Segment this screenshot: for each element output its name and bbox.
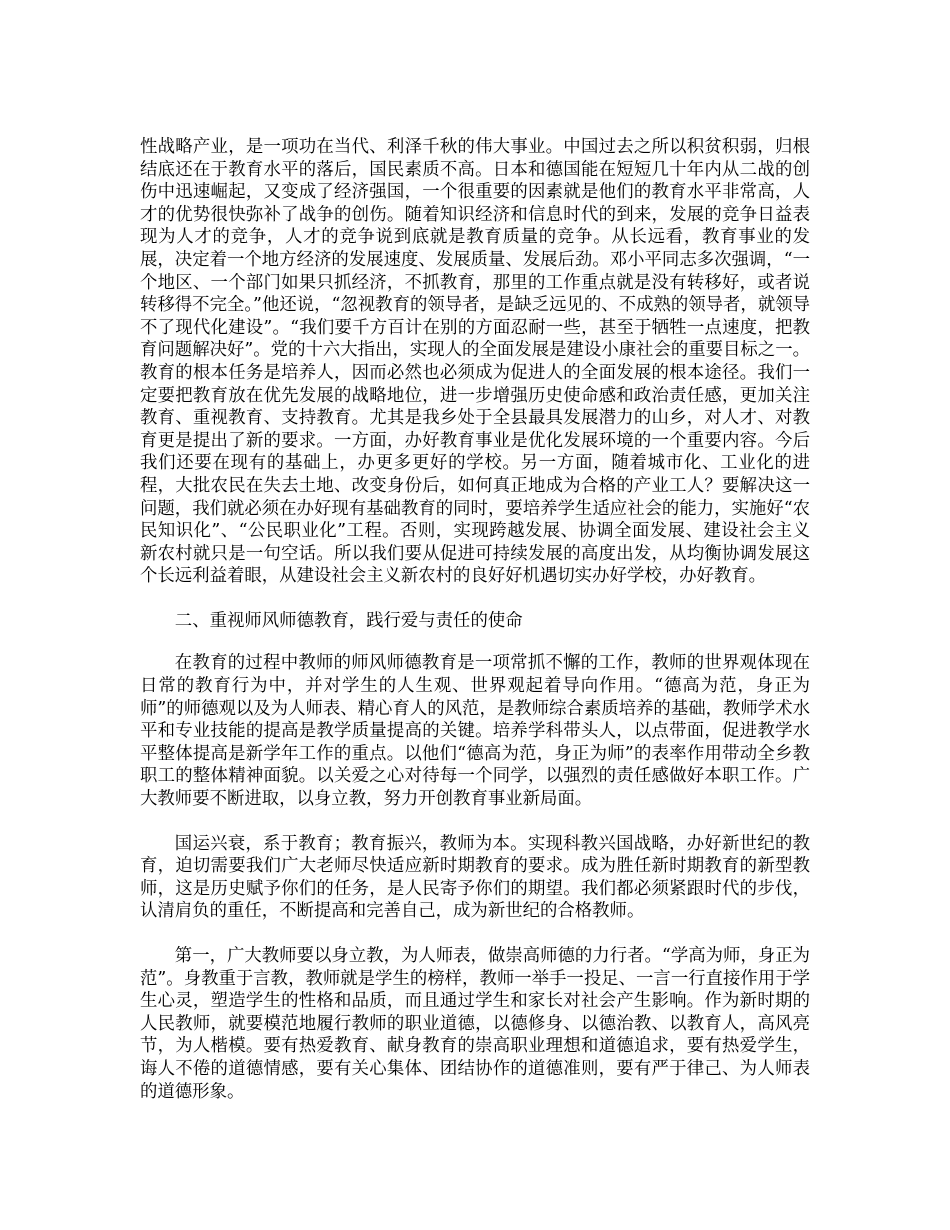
paragraph-first-point: 第一，广大教师要以身立教，为人师表，做崇高师德的力行者。“学高为师，身正为范”。身教重于言教，教师就是学生的榜样，教师一举手一投足、一言一行直接作用于学生心灵，塑造学生的性格和品质，而且通过学生和家长对社会产生影响。作为新时期的人民教师，就要模范地履行教师的职业道德，以德修身、以德治教、以教育人，高风亮节，为人楷模。要有热爱教育、献身教育的崇高职业理想和道德追求，要有热爱学生，诲人不倦的道德情感，要有关心集体、团结协作的道德准则，要有严于律己、为人师表的道德形象。 — [140, 946, 810, 1102]
paragraph-national-fortune: 国运兴衰，系于教育；教育振兴，教师为本。实现科教兴国战略，办好新世纪的教育，迫切需要我们广大老师尽快适应新时期教育的要求。成为胜任新时期教育的新型教师，这是历史赋予你们的任务，是人民寄予你们的期望。我们都必须紧跟时代的步伐，认清肩负的重任，不断提高和完善自己，成为新世纪的合格教师。 — [140, 833, 810, 922]
paragraph-continuation: 性战略产业，是一项功在当代、利泽千秋的伟大事业。中国过去之所以积贫积弱，归根结底还在于教育水平的落后，国民素质不高。日本和德国能在短短几十年内从二战的创伤中迅速崛起，又变成了经济强国，一个很重要的因素就是他们的教育水平非常高，人才的优势很快弥补了战争的创伤。随着知识经济和信息时代的到来，发展的竞争日益表现为人才的竞争，人才的竞争说到底就是教育质量的竞争。从长远看，教育事业的发展，决定着一个地方经济的发展速度、发展质量、发展后劲。邓小平同志多次强调，“一个地区、一个部门如果只抓经济，不抓教育，那里的工作重点就是没有转移好，或者说转移得不完全。”他还说，“忽视教育的领导者，是缺乏远见的、不成熟的领导者，就领导不了现代化建设”。“我们要千方百计在别的方面忍耐一些，甚至于牺牲一点速度，把教育问题解决好”。党的十六大指出，实现人的全面发展是建设小康社会的重要目标之一。教育的根本任务是培养人，因而必然也必须成为促进人的全面发展的根本途径。我们一定要把教育放在优先发展的战略地位，进一步增强历史使命感和政治责任感，更加关注教育、重视教育、支持教育。尤其是我乡处于全县最具发展潜力的山乡，对人才、对教育更是提出了新的要求。一方面，办好教育事业是优化发展环境的一个重要内容。今后我们还要在现有的基础上，办更多更好的学校。另一方面，随着城市化、工业化的进程，大批农民在失去土地、改变身份后，如何真正地成为合格的产业工人？要解决这一问题，我们就必须在办好现有基础教育的同时，要培养学生适应社会的能力，实施好“农民知识化”、“公民职业化”工程。否则，实现跨越发展、协调全面发展、建设社会主义新农村就只是一句空话。所以我们要从促进可持续发展的高度出发，从均衡协调发展这个长远利益着眼，从建设社会主义新农村的良好好机遇切实办好学校，办好教育。 — [140, 137, 810, 587]
document-page — [140, 136, 810, 1103]
section-heading: 二、重视师风师德教育，践行爱与责任的使命 — [174, 610, 523, 631]
paragraph-teacher-ethics: 在教育的过程中教师的师风师德教育是一项常抓不懈的工作，教师的世界观体现在日常的教育行为中，并对学生的人生观、世界观起着导向作用。“德高为范，身正为师”的师德观以及为人师表、精心育人的风范，是教师综合素质培养的基础，教师学术水平和专业技能的提高是教学质量提高的关键。培养学科带头人，以点带面，促进教学水平整体提高是新学年工作的重点。以他们“德高为范，身正为师”的表率作用带动全乡教职工的整体精神面貌。以关爱之心对待每一个同学，以强烈的责任感做好本职工作。广大教师要不断进取，以身立教，努力开创教育事业新局面。 — [140, 653, 810, 810]
